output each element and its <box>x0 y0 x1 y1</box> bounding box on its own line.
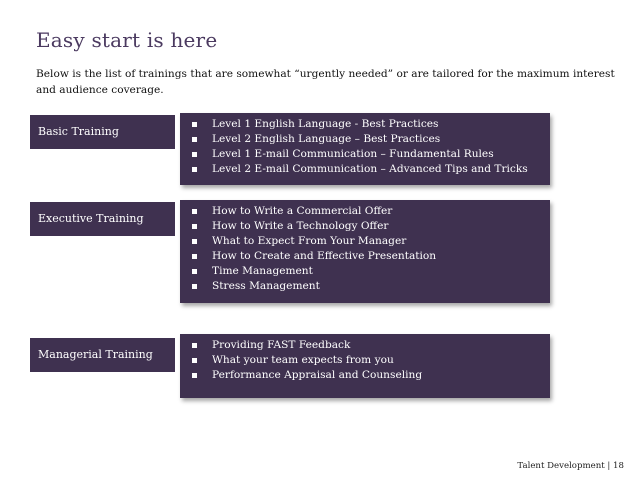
list-item <box>190 338 542 353</box>
square-bullet-icon <box>192 358 197 363</box>
list-item <box>190 264 542 279</box>
square-bullet-icon <box>192 269 197 274</box>
list-item <box>190 132 542 147</box>
list-item <box>190 249 542 264</box>
square-bullet-icon <box>192 167 197 172</box>
list-item-text: Stress Management <box>212 280 320 292</box>
page-footer: Talent Development | 18 <box>517 461 624 471</box>
intro-text: Below is the list of trainings that are somewhat “urgently needed” or are tailored for the maximum interest and audience coverage. <box>36 68 615 96</box>
square-bullet-icon <box>192 239 197 244</box>
list-item <box>190 234 542 249</box>
section-label: Managerial Training <box>30 338 175 372</box>
list-item <box>190 368 542 383</box>
square-bullet-icon <box>192 224 197 229</box>
list-item <box>190 353 542 368</box>
list-item-text: Providing FAST Feedback <box>212 339 351 351</box>
square-bullet-icon <box>192 209 197 214</box>
section-items-box <box>180 334 550 398</box>
list-item <box>190 147 542 162</box>
section-label: Executive Training <box>30 202 175 236</box>
square-bullet-icon <box>192 373 197 378</box>
bullet-list <box>190 338 542 383</box>
list-item <box>190 279 542 294</box>
list-item-text: What your team expects from you <box>212 354 394 366</box>
section-items-box <box>180 200 550 303</box>
list-item <box>190 204 542 219</box>
bullet-list <box>190 117 542 177</box>
list-item-text: How to Write a Commercial Offer <box>212 205 393 217</box>
list-item <box>190 219 542 234</box>
section-label: Basic Training <box>30 115 175 149</box>
square-bullet-icon <box>192 343 197 348</box>
list-item-text: Level 2 English Language – Best Practices <box>212 133 441 145</box>
square-bullet-icon <box>192 137 197 142</box>
list-item-text: How to Write a Technology Offer <box>212 220 389 232</box>
list-item-text: Level 1 English Language - Best Practices <box>212 118 439 130</box>
square-bullet-icon <box>192 284 197 289</box>
list-item <box>190 162 542 177</box>
list-item-text: Time Management <box>212 265 313 277</box>
list-item-text: Performance Appraisal and Counseling <box>212 369 423 381</box>
square-bullet-icon <box>192 122 197 127</box>
list-item-text: How to Create and Effective Presentation <box>212 250 437 262</box>
square-bullet-icon <box>192 254 197 259</box>
list-item-text: Level 2 E-mail Communication – Advanced Tips and Tricks <box>212 163 528 175</box>
list-item <box>190 117 542 132</box>
list-item-text: What to Expect From Your Manager <box>212 235 407 247</box>
list-item-text: Level 1 E-mail Communication – Fundamental Rules <box>212 148 494 160</box>
square-bullet-icon <box>192 152 197 157</box>
bullet-list <box>190 204 542 294</box>
section-items-box <box>180 113 550 185</box>
page-title: Easy start is here <box>36 28 218 52</box>
